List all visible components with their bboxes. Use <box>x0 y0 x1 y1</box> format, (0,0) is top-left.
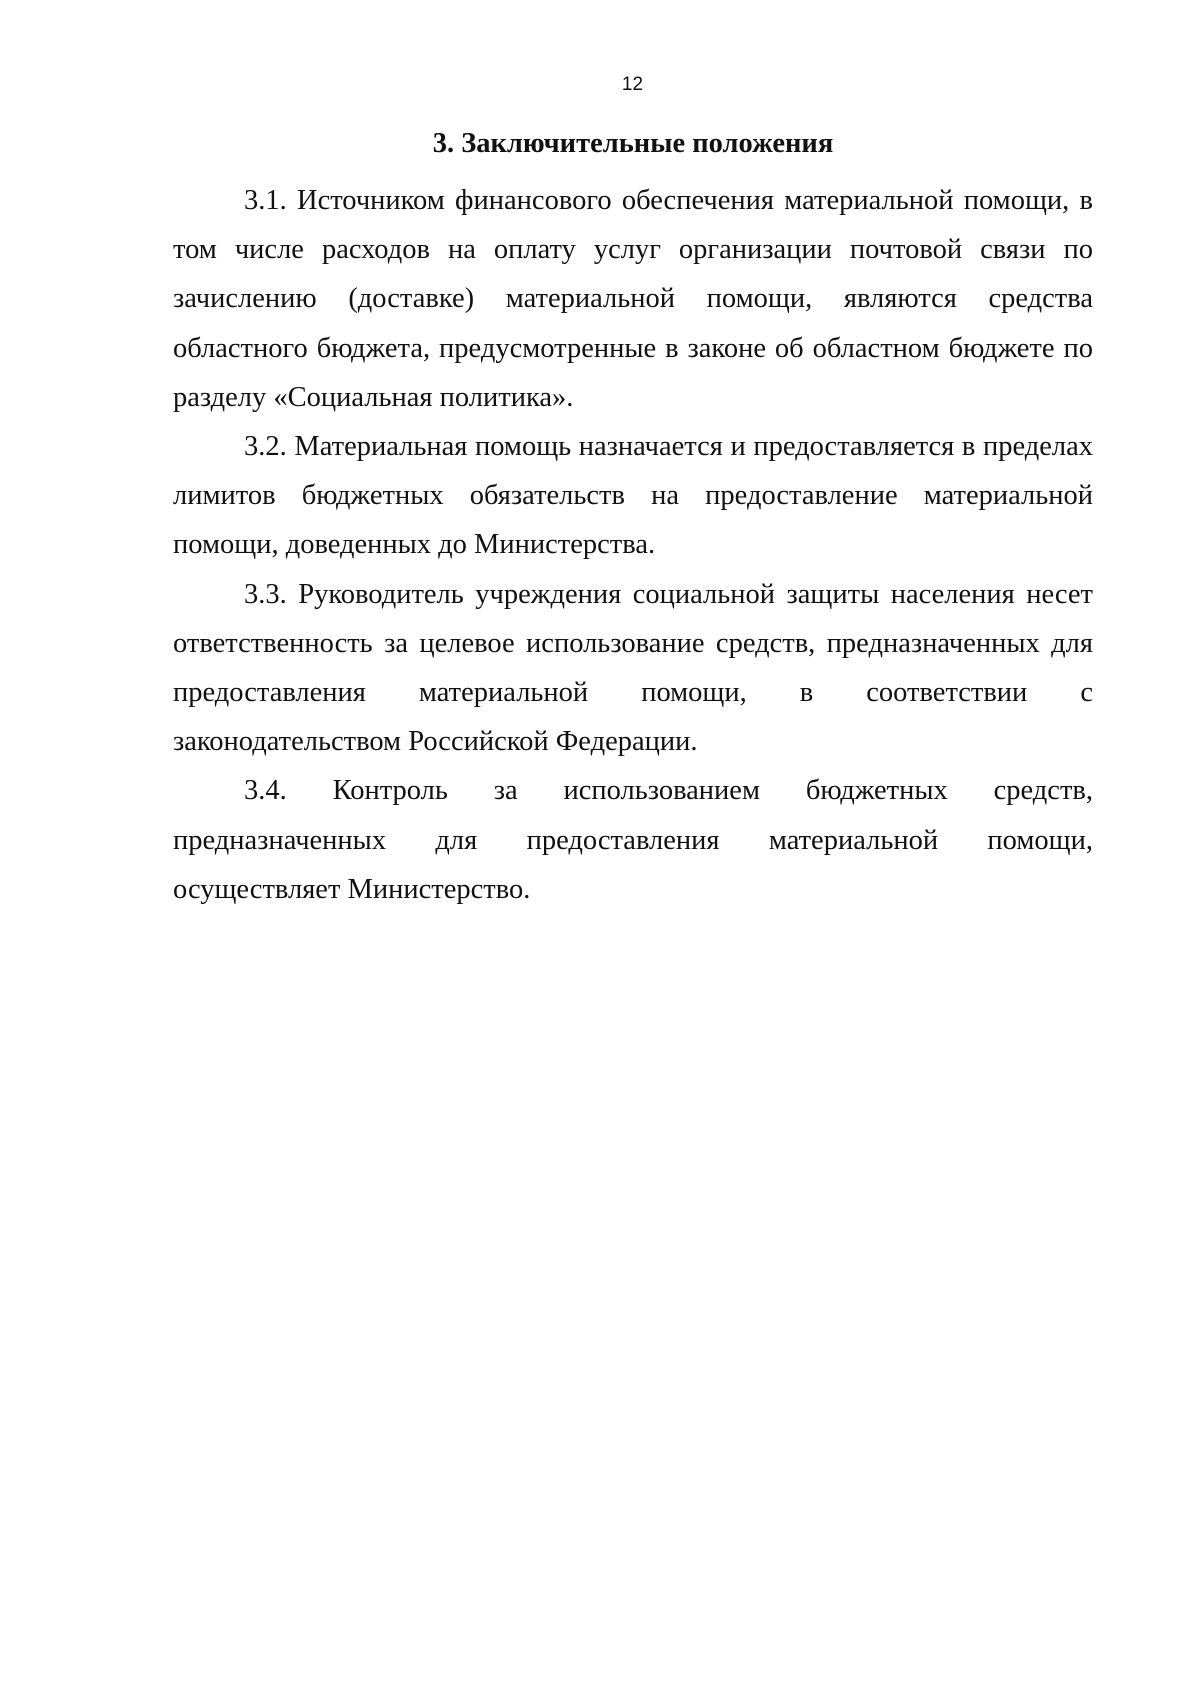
page-number: 12 <box>621 74 644 95</box>
paragraph-3-3: 3.3. Руководитель учреждения социальной защиты населения несет ответственность за целевое использование средств, предназначенных для предоставления материальной помощи, в соответствии с законодательством Российской Федерации. <box>173 578 1093 758</box>
paragraph-3-4: 3.4. Контроль за использованием бюджетных средств, предназначенных для предоставления материальной помощи, осуществляет Министерство. <box>173 775 1093 905</box>
section-heading: 3. Заключительные положения <box>432 128 834 159</box>
document-body <box>173 124 1093 914</box>
paragraph-3-1: 3.1. Источником финансового обеспечения материальной помощи, в том числе расходов на оплату услуг организации почтовой связи по зачислению (доставке) материальной помощи, являются средства областного бюджета, предусмотренные в законе об областном бюджете по разделу «Социальная политика». <box>173 185 1093 413</box>
paragraph-3-2: 3.2. Материальная помощь назначается и предоставляется в пределах лимитов бюджетных обязательств на предоставление материальной помощи, доведенных до Министерства. <box>173 431 1093 561</box>
